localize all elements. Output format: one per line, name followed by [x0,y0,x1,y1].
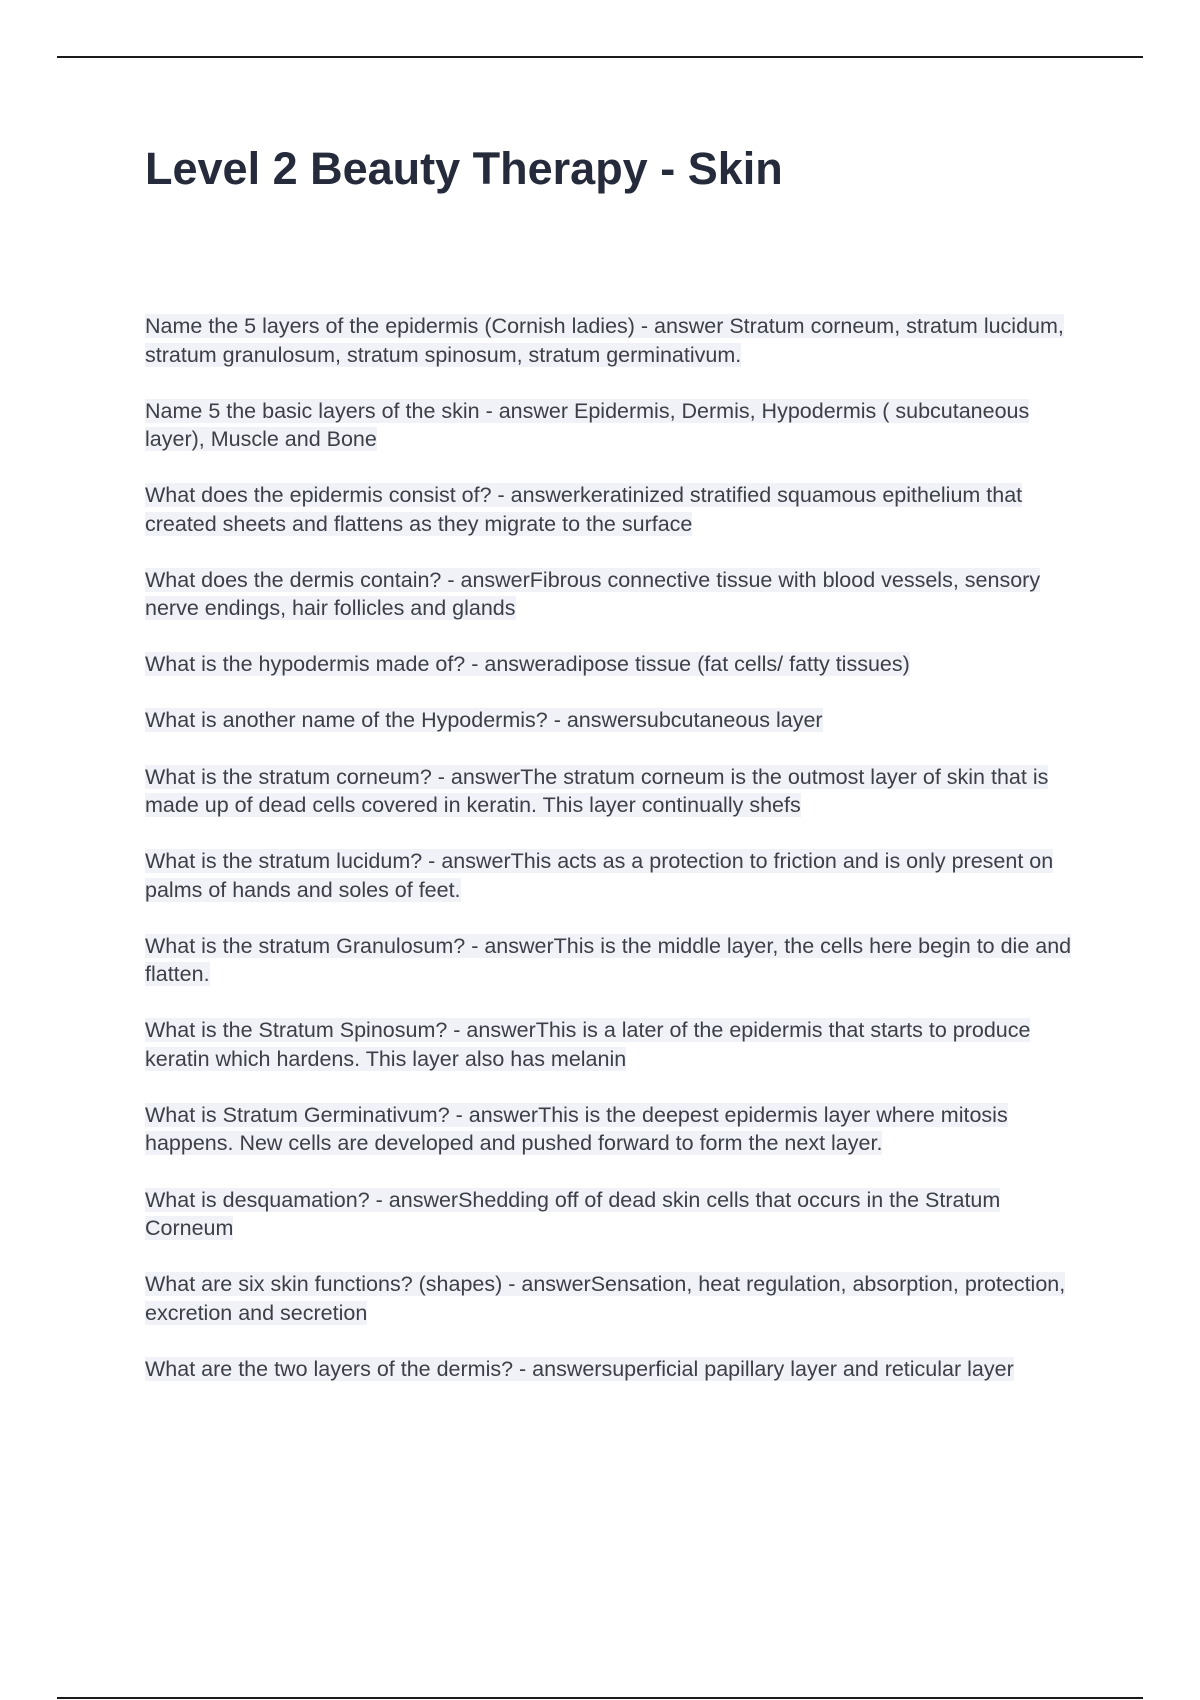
page-title: Level 2 Beauty Therapy - Skin [145,143,783,194]
qa-item [145,566,1090,623]
qa-text: What is desquamation? - answerShedding off of dead skin cells that occurs in the Stratum Corneum [145,1187,1001,1241]
qa-item [145,763,1090,820]
qa-item [145,650,1090,679]
qa-text: What is Stratum Germinativum? - answerThis is the deepest epidermis layer where mitosis happens. New cells are developed and pushed forward to form the next layer. [145,1102,1008,1156]
qa-item [145,397,1090,454]
top-rule [57,56,1143,58]
qa-text: What is the stratum lucidum? - answerThis acts as a protection to friction and is only present on palms of hands and soles of feet. [145,849,1054,902]
qa-item [145,1186,1090,1243]
qa-text: What are the two layers of the dermis? - answersuperficial papillary layer and reticular layer [145,1356,1014,1381]
qa-item [145,481,1090,538]
qa-text: What does the dermis contain? - answerFibrous connective tissue with blood vessels, sensory nerve endings, hair follicles and glands [145,567,1041,621]
qa-text: Name the 5 layers of the epidermis (Cornish ladies) - answer Stratum corneum, stratum lucidum, stratum granulosum, stratum spinosum, stratum germinativum. [145,314,1064,367]
qa-item [145,1270,1090,1327]
qa-item [145,847,1090,904]
qa-item [145,1101,1090,1158]
qa-text: What is another name of the Hypodermis? - answersubcutaneous layer [145,708,823,733]
qa-text: What does the epidermis consist of? - answerkeratinized stratified squamous epithelium that created sheets and flattens as they migrate to the surface [145,483,1023,536]
qa-text: What is the stratum corneum? - answerThe stratum corneum is the outmost layer of skin that is made up of dead cells covered in keratin. This layer continually shefs [145,764,1049,818]
bottom-rule [57,1697,1143,1699]
qa-item [145,1355,1090,1384]
qa-item [145,1016,1090,1073]
qa-item [145,932,1090,989]
qa-text: What is the Stratum Spinosum? - answerThis is a later of the epidermis that starts to produce keratin which hardens. This layer also has melanin [145,1018,1031,1071]
qa-text: What is the hypodermis made of? - answeradipose tissue (fat cells/ fatty tissues) [145,652,910,677]
qa-item [145,312,1090,369]
qa-item [145,706,1090,735]
qa-text: Name 5 the basic layers of the skin - answer Epidermis, Dermis, Hypodermis ( subcutaneous layer), Muscle and Bone [145,398,1030,452]
qa-list [145,312,1090,1411]
qa-text: What are six skin functions? (shapes) - answerSensation, heat regulation, absorption, protection, excretion and secretion [145,1272,1066,1325]
qa-text: What is the stratum Granulosum? - answerThis is the middle layer, the cells here begin to die and flatten. [145,933,1072,987]
